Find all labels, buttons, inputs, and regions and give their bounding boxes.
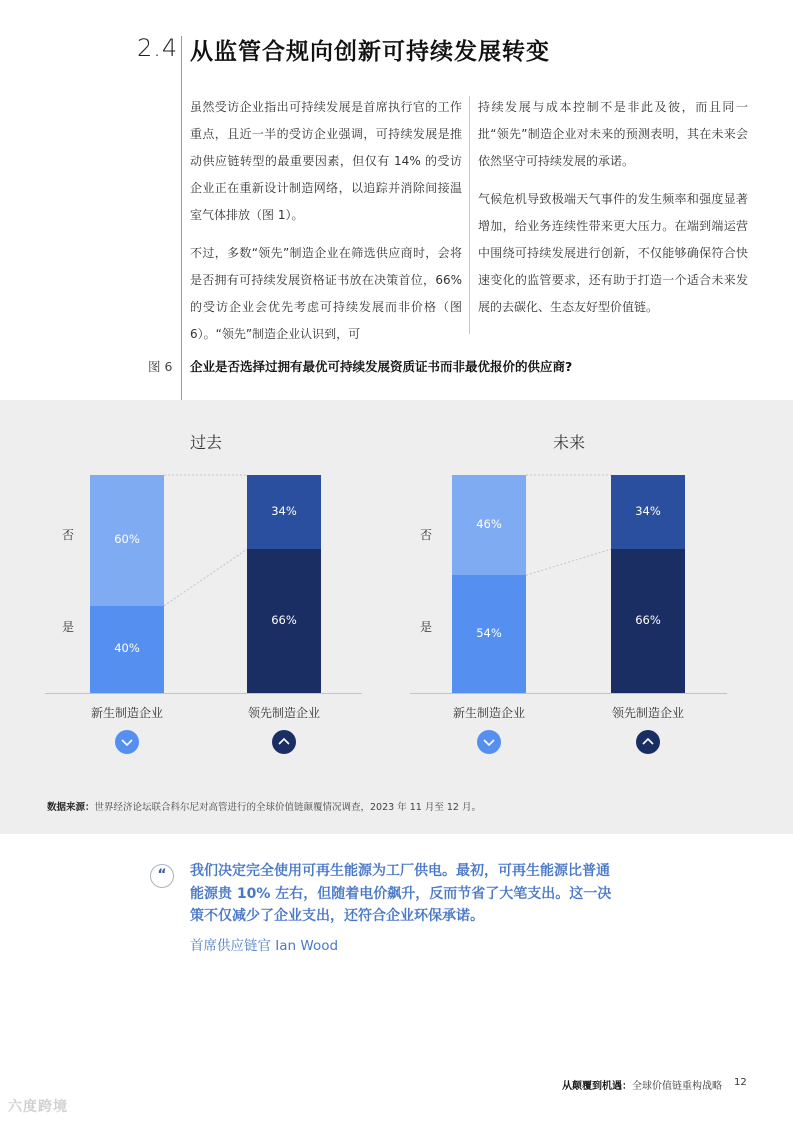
bar-segment-yes bbox=[452, 575, 526, 693]
bar-value-label: 54% bbox=[476, 626, 502, 641]
quote-icon: “ bbox=[150, 864, 174, 888]
bar-segment-yes bbox=[247, 549, 321, 693]
pull-quote: 我们决定完全使用可再生能源为工厂供电。最初，可再生能源比普通能源贵 10% 左右，但随着电价飙升，反而节省了大笔支出。这一决策不仅减少了企业支出，还符合企业环保承诺。 bbox=[190, 863, 612, 924]
body-paragraph: 虽然受访企业指出可持续发展是首席执行官的工作重点，且近一半的受访企业强调，可持续发展是推动供应链转型的最重要因素，但仅有 14% 的受访企业正在重新设计制造网络，以追踪并消除间接温室气体排放（图 1）。 bbox=[190, 100, 462, 222]
category-label: 领先制造企业 bbox=[247, 706, 320, 720]
bar-value-label: 60% bbox=[114, 532, 140, 547]
bar-value-label: 66% bbox=[635, 613, 661, 628]
chevron-down-icon bbox=[115, 730, 139, 754]
column-divider bbox=[469, 96, 470, 334]
section-divider bbox=[181, 36, 182, 400]
section-title: 从监管合规向创新可持续发展转变 bbox=[190, 39, 550, 65]
chart-title: 未来 bbox=[553, 433, 586, 452]
body-paragraph: 不过，多数“领先”制造企业在筛选供应商时，会将是否拥有可持续发展资格证书放在决策首位，66% 的受访企业会优先考虑可持续发展而非价格（图 6）。“领先”制造企业认识到，可 bbox=[190, 246, 462, 341]
footer-title bbox=[562, 1077, 722, 1092]
footer-title-text: 全球价值链重构战略 bbox=[632, 1081, 722, 1092]
y-label-yes: 是 bbox=[420, 620, 433, 634]
category-label: 新生制造企业 bbox=[452, 706, 525, 720]
bar-value-label: 34% bbox=[635, 504, 661, 519]
category-label: 新生制造企业 bbox=[90, 706, 163, 720]
y-label-no: 否 bbox=[420, 528, 433, 542]
bar-value-label: 46% bbox=[476, 517, 502, 532]
x-axis-line bbox=[410, 693, 727, 694]
bar-value-label: 40% bbox=[114, 641, 140, 656]
y-label-no: 否 bbox=[62, 528, 75, 542]
chevron-up-icon bbox=[272, 730, 296, 754]
y-label-yes: 是 bbox=[62, 620, 75, 634]
page-number: 12 bbox=[734, 1077, 747, 1088]
category-label: 领先制造企业 bbox=[611, 706, 684, 720]
data-source-text: 世界经济论坛联合科尔尼对高管进行的全球价值链颠覆情况调查，2023 年 11 月至 12 月。 bbox=[94, 802, 481, 813]
footer-title-bold: 从颠覆到机遇： bbox=[562, 1081, 632, 1092]
chevron-down-icon bbox=[477, 730, 501, 754]
bar-segment-yes bbox=[611, 549, 685, 693]
figure-title: 企业是否选择过拥有最优可持续发展资质证书而非最优报价的供应商? bbox=[190, 359, 573, 374]
bar-segment-no bbox=[611, 475, 685, 549]
bar-segment-yes bbox=[90, 606, 164, 693]
bar-segment-no bbox=[452, 475, 526, 575]
bar-segment-no bbox=[247, 475, 321, 549]
data-source-label: 数据来源： bbox=[47, 802, 95, 813]
figure-label: 图 6 bbox=[148, 359, 173, 374]
chart-title: 过去 bbox=[190, 433, 223, 452]
x-axis-line bbox=[45, 693, 362, 694]
watermark-logo: 六度跨境 bbox=[8, 1099, 68, 1115]
data-source bbox=[47, 799, 481, 813]
body-paragraph: 气候危机导致极端天气事件的发生频率和强度显著增加，给业务连续性带来更大压力。在端到端运营中围绕可持续发展进行创新，不仅能够确保符合快速变化的监管要求，还有助于打造一个适合未来发展的去碳化、生态友好型价值链。 bbox=[478, 192, 748, 314]
bar-segment-no bbox=[90, 475, 164, 606]
quote-attribution: 首席供应链官 Ian Wood bbox=[190, 938, 339, 954]
bar-value-label: 66% bbox=[271, 613, 297, 628]
body-paragraph: 持续发展与成本控制不是非此及彼，而且同一批“领先”制造企业对未来的预测表明，其在未来会依然坚守可持续发展的承诺。 bbox=[478, 100, 748, 168]
body-column-right bbox=[478, 94, 748, 332]
bar-value-label: 34% bbox=[271, 504, 297, 519]
chevron-up-icon bbox=[636, 730, 660, 754]
section-number: 2.4 bbox=[137, 34, 179, 62]
body-column-left bbox=[190, 94, 462, 359]
